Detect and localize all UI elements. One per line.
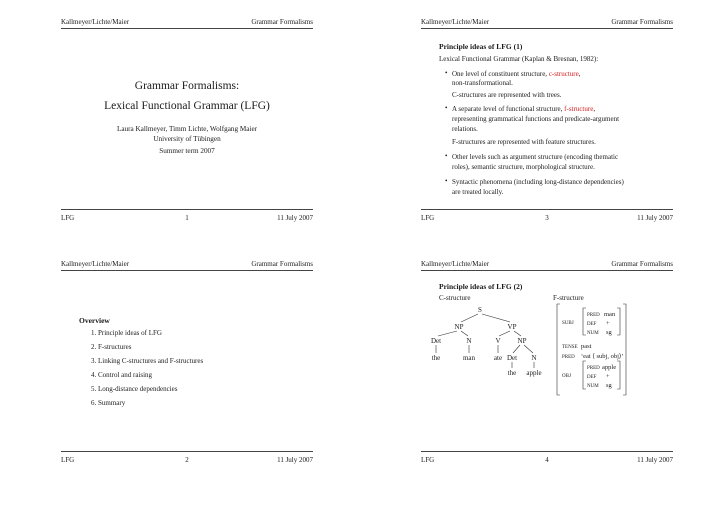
page-number: 4 — [545, 456, 549, 464]
fs-attr-pred: PRED — [587, 366, 600, 371]
bullet-2-line-3: relations. — [452, 125, 478, 133]
fs-attr-num: NUM — [587, 384, 599, 389]
bullet-4-line-1: Syntactic phenomena (including long-distance dependencies) — [452, 178, 624, 186]
footer-topic: LFG — [421, 456, 435, 464]
fs-attr-subj: SUBJ — [562, 321, 574, 326]
authors: Laura Kallmeyer, Timm Lichte, Wolfgang Maier — [116, 125, 258, 133]
bullet-1-sub: C-structures are represented with trees. — [452, 91, 562, 99]
intro-text: Lexical Functional Grammar (Kaplan & Bresnan, 1982): — [439, 55, 599, 63]
fs-attr-def: DEF — [587, 322, 597, 327]
tree-node-N: N — [531, 354, 537, 362]
overview-item: 4. Control and raising — [91, 371, 153, 379]
bullet-icon: • — [445, 104, 448, 112]
fs-val-plus: + — [606, 373, 610, 380]
slide-title: Principle ideas of LFG (2) — [439, 282, 523, 291]
header-course: Grammar Formalisms — [611, 260, 673, 268]
footer-topic: LFG — [61, 214, 75, 222]
slide-3 — [421, 14, 673, 229]
slide-footer — [421, 451, 673, 464]
slide-1 — [61, 14, 313, 229]
page-number: 3 — [545, 214, 549, 222]
tree-node-NP: NP — [517, 337, 527, 345]
footer-date: 11 July 2007 — [277, 214, 313, 222]
bullet-2-sub: F-structures are represented with feature structures. — [452, 138, 596, 146]
f-structure-label: F-structure — [553, 294, 584, 302]
fs-val-man: man — [604, 311, 616, 318]
slide-footer — [61, 209, 313, 222]
university: University of Tübingen — [153, 135, 221, 143]
tree-leaf-man: man — [462, 354, 476, 362]
slide-footer — [421, 209, 673, 222]
slide-header — [61, 256, 313, 271]
bullet-4-line-2: are treated locally. — [452, 188, 504, 196]
bullet-1-line-2: non-transformational. — [452, 79, 513, 87]
tree-node-VP: VP — [507, 323, 517, 331]
slide-header — [61, 14, 313, 29]
page-number: 1 — [185, 214, 189, 222]
slide-2 — [61, 256, 313, 471]
overview-item: 2. F-structures — [91, 343, 132, 351]
fs-attr-num: NUM — [587, 331, 599, 336]
header-authors: Kallmeyer/Lichte/Maier — [61, 260, 130, 268]
overview-title: Overview — [79, 316, 110, 325]
bullet-3-line-1: Other levels such as argument structure (encoding thematic — [452, 153, 619, 161]
title-line-1: Grammar Formalisms: — [134, 80, 240, 92]
tree-leaf-apple: apple — [526, 369, 542, 377]
overview-item: 5. Long-distance dependencies — [91, 385, 178, 393]
fs-attr-obj: OBJ — [562, 374, 571, 379]
bullet-icon: • — [445, 69, 448, 77]
tree-node-S: S — [478, 306, 482, 314]
bullet-icon: • — [445, 177, 448, 185]
tree-node-NP: NP — [454, 323, 464, 331]
bullet-3-line-2: roles), semantic structure, morphological structure. — [452, 163, 595, 171]
title-line-2: Lexical Functional Grammar (LFG) — [104, 100, 270, 112]
header-authors: Kallmeyer/Lichte/Maier — [61, 18, 130, 26]
header-course: Grammar Formalisms — [251, 260, 313, 268]
slide-4 — [421, 256, 673, 471]
c-structure-label: C-structure — [439, 294, 471, 302]
fs-attr-def: DEF — [587, 375, 597, 380]
term: Summer term 2007 — [159, 147, 215, 155]
tree-leaf-the: the — [507, 369, 517, 377]
tree-node-N: N — [466, 337, 472, 345]
bullet-2-line-1: A separate level of functional structure, f-structure, — [452, 105, 596, 113]
fs-val-eat: ‘eat ⟨ subj, obj⟩’ — [581, 353, 624, 360]
bullet-2-line-2: representing grammatical functions and predicate-argument — [452, 115, 620, 123]
tree-node-Det: Det — [506, 354, 518, 362]
slide-header — [421, 256, 673, 271]
slide-footer — [61, 451, 313, 464]
page-number: 2 — [185, 456, 189, 464]
fs-attr-pred: PRED — [587, 313, 600, 318]
overview-item: 1. Principle ideas of LFG — [91, 329, 162, 337]
fs-val-past: past — [581, 343, 592, 350]
tree-leaf-the: the — [431, 354, 441, 362]
lfg-diagram — [421, 301, 673, 451]
fs-val-plus: + — [606, 320, 610, 327]
header-authors: Kallmeyer/Lichte/Maier — [421, 260, 490, 268]
footer-date: 11 July 2007 — [277, 456, 313, 464]
overview-item: 6. Summary — [91, 399, 126, 407]
fs-attr-tense: TENSE — [562, 345, 578, 350]
fs-val-sg: sg — [606, 382, 612, 389]
header-authors: Kallmeyer/Lichte/Maier — [421, 18, 490, 26]
header-course: Grammar Formalisms — [251, 18, 313, 26]
fs-val-sg: sg — [606, 329, 612, 336]
footer-topic: LFG — [61, 456, 75, 464]
tree-node-Det: Det — [430, 337, 442, 345]
fs-val-apple: apple — [602, 364, 617, 371]
overview-item: 3. Linking C-structures and F-structures — [91, 357, 204, 365]
tree-node-V: V — [495, 337, 501, 345]
slide-header — [421, 14, 673, 29]
bullet-icon: • — [445, 152, 448, 160]
footer-topic: LFG — [421, 214, 435, 222]
fs-attr-pred: PRED — [562, 355, 575, 360]
bullet-1-line-1: One level of constituent structure, c-structure, — [452, 70, 581, 78]
header-course: Grammar Formalisms — [611, 18, 673, 26]
footer-date: 11 July 2007 — [637, 456, 673, 464]
tree-leaf-ate: ate — [493, 354, 503, 362]
slide-title: Principle ideas of LFG (1) — [439, 42, 523, 51]
footer-date: 11 July 2007 — [637, 214, 673, 222]
